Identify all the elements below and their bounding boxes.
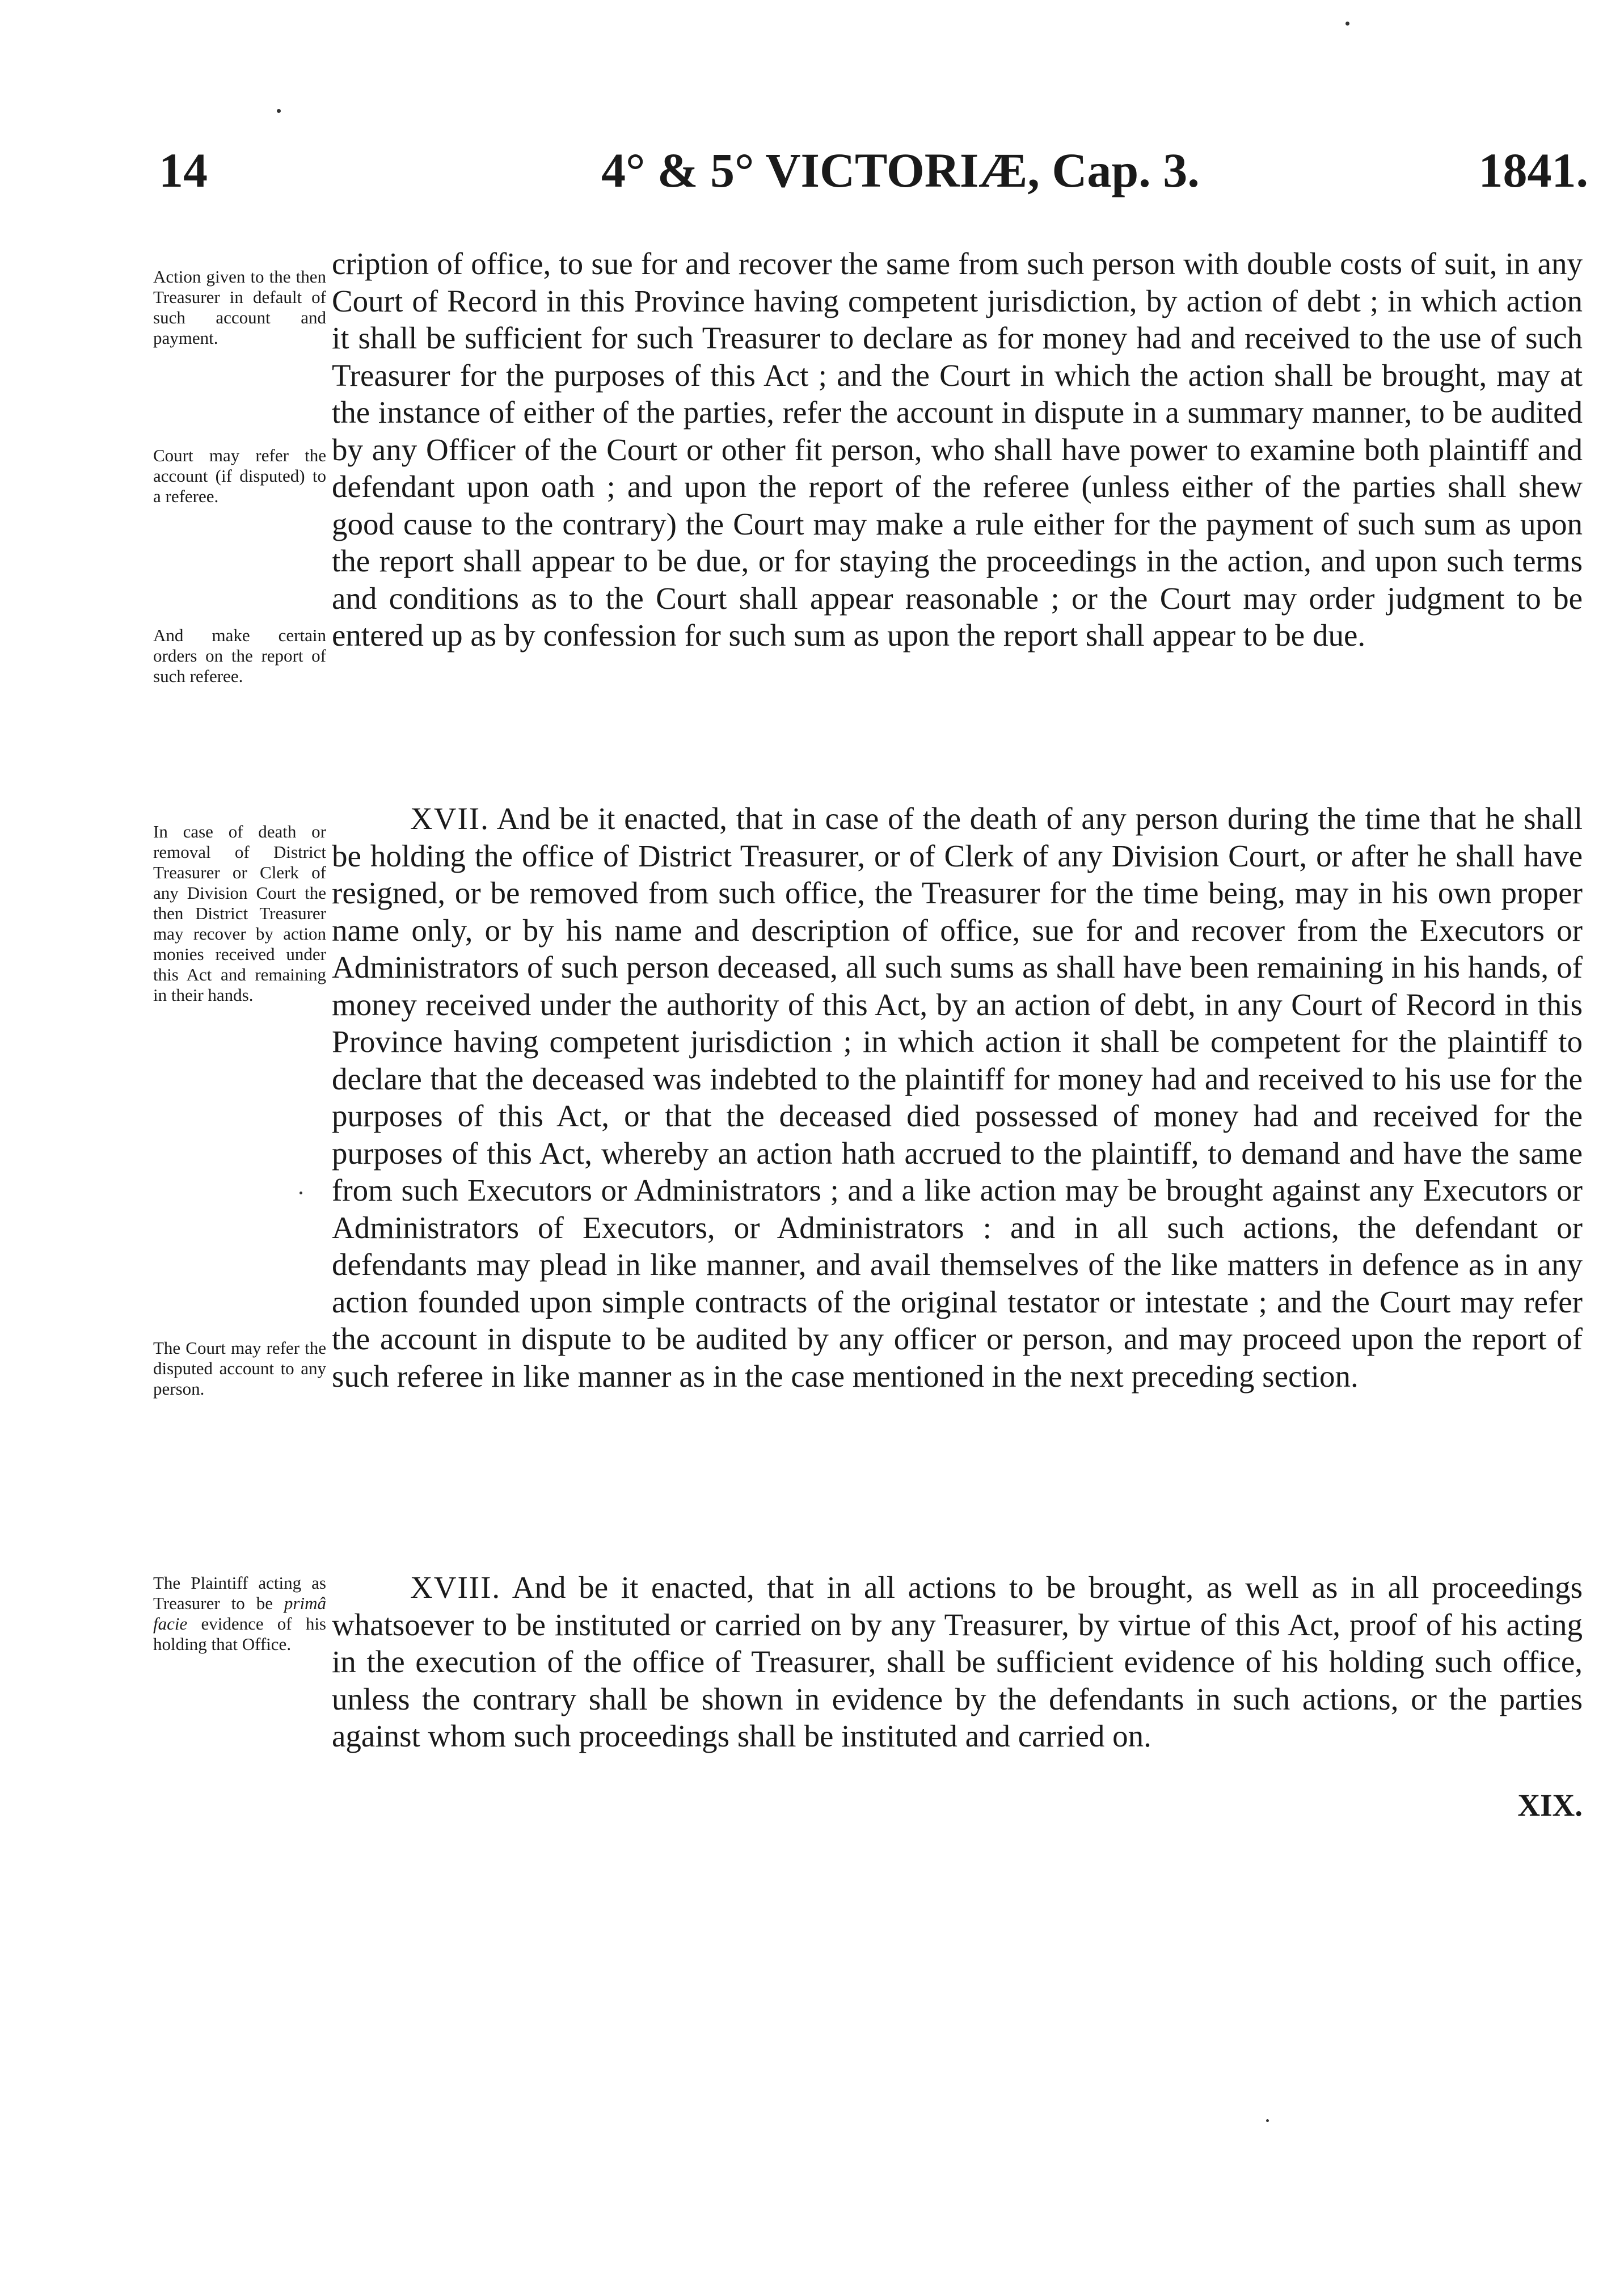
scan-speck — [1345, 22, 1349, 26]
running-header — [159, 142, 1588, 210]
margin-note-text: The Plaintiff acting as Treasurer to be — [153, 1573, 326, 1613]
catchword: XIX. — [1517, 1788, 1583, 1822]
section-text: And be it enacted, that in case of the death of any person during the time that he shall be holding the office of District Treasurer, or of Clerk of any Division Court, or after he shall have resigned, or be removed from such office, the Treasurer for the time being, may in his own proper name only, or by his name and description of office, sue for and recover from the Executors or Administrators of such person deceased, all such sums as shall have been remaining in his hands, of money received under the authority of this Act, by an action of debt, in any Court of Record in this Province having competent jurisdiction ; in which action it shall be competent for the plaintiff to declare that the deceased was indebted to the plaintiff for money had and received to his use for the purposes of this Act, or that the deceased died possessed of money had and received for the purposes of this Act, whereby an action hath accrued to the plaintiff, to demand and have the same from such Executors or Administrators ; and a like action may be brought against any Executors or Administrators of Executors, or Administrators : and in all such actions, the defendant or defendants may plead in like manner, and avail themselves of the like matters in defence as in any action founded upon simple contracts of the original testator or intestate ; and the Court may refer the account in dispute to be audited by any officer or person, and may proceed upon the report of such referee in like manner as in the case mentioned in the next preceding section. — [332, 801, 1583, 1394]
paragraph-continuation: cription of office, to sue for and recover the same from such person with double costs of suit, in any Court of Record in this Province having competent jurisdiction, by action of debt ; in which action it shall be sufficient for such Treasurer to declare as for money had and received to the use of such Treasurer for the purposes of this Act ; and the Court in which the action shall be brought, may at the instance of either of the parties, refer the account in dispute in a summary manner, to be audited by any Officer of the Court or other fit person, who shall have power to examine both plaintiff and defendant upon oath ; and upon the report of the referee (unless either of the parties shall shew good cause to the contrary) the Court may make a rule either for the payment of such sum as upon the report shall appear to be due, or for staying the proceedings in the action, and upon such terms and conditions as to the Court shall appear reasonable ; or the Court may order judgment to be entered up as by confession for such sum as upon the report shall appear to be due. — [332, 246, 1583, 653]
section-xviii — [332, 1569, 1583, 1755]
margin-note-italic: primâ facie — [153, 1593, 326, 1634]
section-number: XVIII. — [410, 1570, 501, 1605]
scan-speck — [300, 1192, 302, 1194]
margin-note: Court may refer the account (if disputed) to a referee. — [153, 445, 326, 506]
scan-speck — [277, 109, 281, 113]
margin-note: In case of death or removal of District Treasurer or Clerk of any Division Court the then District Treasurer may recover by action monies received under this Act and remaining in their hands. — [153, 822, 326, 1005]
page-number: 14 — [159, 143, 208, 197]
page-year: 1841. — [1478, 143, 1588, 197]
scan-speck — [1266, 2119, 1269, 2122]
section-xvii — [332, 800, 1583, 1395]
section-number: XVII. — [410, 801, 490, 836]
margin-note-text: evidence of his holding that Office. — [153, 1614, 326, 1654]
page-title: 4° & 5° VICTORIÆ, Cap. 3. — [601, 143, 1200, 197]
margin-note — [153, 1573, 326, 1655]
margin-note: The Court may refer the disputed account to any person. — [153, 1338, 326, 1399]
margin-note: Action given to the then Treasurer in default of such account and payment. — [153, 267, 326, 348]
section-text: And be it enacted, that in all actions to be brought, as well as in all proceedings whatsoever to be instituted or carried on by any Treasurer, by virtue of this Act, proof of his acting in the execution of the office of Treasurer, shall be sufficient evidence of his holding such office, unless the contrary shall be shown in evidence by the defendants in such actions, or the parties against whom such proceedings shall be instituted and carried on. — [332, 1570, 1583, 1753]
margin-note: And make certain orders on the report of such referee. — [153, 625, 326, 686]
